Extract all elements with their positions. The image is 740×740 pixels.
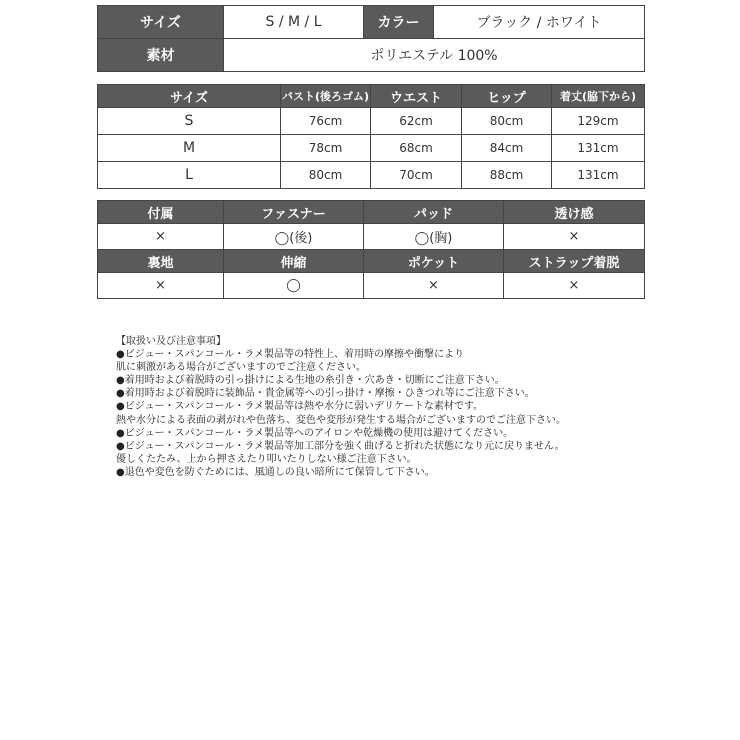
features-header-row: [98, 201, 645, 224]
waist-cell: 68cm: [371, 135, 462, 162]
note-line: 優しくたたみ、上から押さえたり叩いたりしない様ご注意下さい。: [116, 453, 417, 465]
waist-header: ウエスト: [371, 85, 462, 108]
note-line: ●退色や変色を防ぐためには、風通しの良い暗所にて保管して下さい。: [116, 466, 435, 478]
note-line: ●ビジュー・スパンコール・ラメ製品等の特性上、着用時の摩擦や衝撃により: [116, 349, 465, 361]
size-cell: L: [98, 162, 281, 189]
note-line: ●着用時および着脱時の引っ掛けによる生地の糸引き・穴あき・切断にご注意下さい。: [116, 375, 505, 387]
color-value: ブラック / ホワイト: [434, 6, 645, 39]
waist-cell: 62cm: [371, 108, 462, 135]
length-cell: 129cm: [552, 108, 645, 135]
strap-header: ストラップ着脱: [504, 250, 645, 273]
features-header-row: [98, 250, 645, 273]
note-line: ●着用時および着脱時に装飾品・貴金属等への引っ掛け・摩擦・ひきつれ等にご注意下さい。: [116, 388, 535, 400]
size-header: サイズ: [98, 85, 281, 108]
care-notes: [116, 335, 636, 479]
pad-header: パッド: [364, 201, 504, 224]
length-cell: 131cm: [552, 162, 645, 189]
table-row: [98, 135, 645, 162]
lining-value: ×: [98, 273, 224, 299]
material-value: ポリエステル 100%: [224, 39, 645, 72]
hip-header: ヒップ: [462, 85, 552, 108]
hip-cell: 88cm: [462, 162, 552, 189]
pocket-header: ポケット: [364, 250, 504, 273]
bust-cell: 78cm: [281, 135, 371, 162]
bust-cell: 76cm: [281, 108, 371, 135]
features-table: [97, 200, 645, 299]
table-row: [98, 108, 645, 135]
note-line: ●ビジュー・スパンコール・ラメ製品等へのアイロンや乾燥機の使用は避けてください。: [116, 427, 514, 439]
hip-cell: 80cm: [462, 108, 552, 135]
size-cell: S: [98, 108, 281, 135]
size-value: S / M / L: [224, 6, 364, 39]
size-table-header: [98, 85, 645, 108]
stretch-value: ◯: [224, 273, 364, 299]
length-header: 着丈(脇下から): [552, 85, 645, 108]
lining-header: 裏地: [98, 250, 224, 273]
sheerness-header: 透け感: [504, 201, 645, 224]
features-value-row: [98, 273, 645, 299]
hip-cell: 84cm: [462, 135, 552, 162]
zipper-value: ◯(後): [224, 224, 364, 250]
table-row: [98, 162, 645, 189]
length-cell: 131cm: [552, 135, 645, 162]
pocket-value: ×: [364, 273, 504, 299]
bust-header: バスト(後ろゴム): [281, 85, 371, 108]
color-label: カラー: [364, 6, 434, 39]
pad-value: ◯(胸): [364, 224, 504, 250]
accessory-value: ×: [98, 224, 224, 250]
waist-cell: 70cm: [371, 162, 462, 189]
note-line: ●ビジュー・スパンコール・ラメ製品等加工部分を強く曲げると折れた状態になり元に戻りません。: [116, 440, 565, 452]
sheerness-value: ×: [504, 224, 645, 250]
zipper-header: ファスナー: [224, 201, 364, 224]
size-cell: M: [98, 135, 281, 162]
note-line: 肌に刺激がある場合がございますのでご注意ください。: [116, 362, 366, 374]
features-value-row: [98, 224, 645, 250]
notes-title: 【取扱い及び注意事項】: [116, 336, 226, 347]
size-label: サイズ: [98, 6, 224, 39]
spec-table: [97, 5, 645, 72]
bust-cell: 80cm: [281, 162, 371, 189]
strap-value: ×: [504, 273, 645, 299]
material-label: 素材: [98, 39, 224, 72]
note-line: 熱や水分による表面の剥がれや色落ち、変色や変形が発生する場合がございますのでご注意下さい。: [116, 414, 566, 426]
accessory-header: 付属: [98, 201, 224, 224]
note-line: ●ビジュー・スパンコール・ラメ製品等は熱や水分に弱いデリケートな素材です。: [116, 401, 484, 413]
size-table: [97, 84, 645, 189]
stretch-header: 伸縮: [224, 250, 364, 273]
